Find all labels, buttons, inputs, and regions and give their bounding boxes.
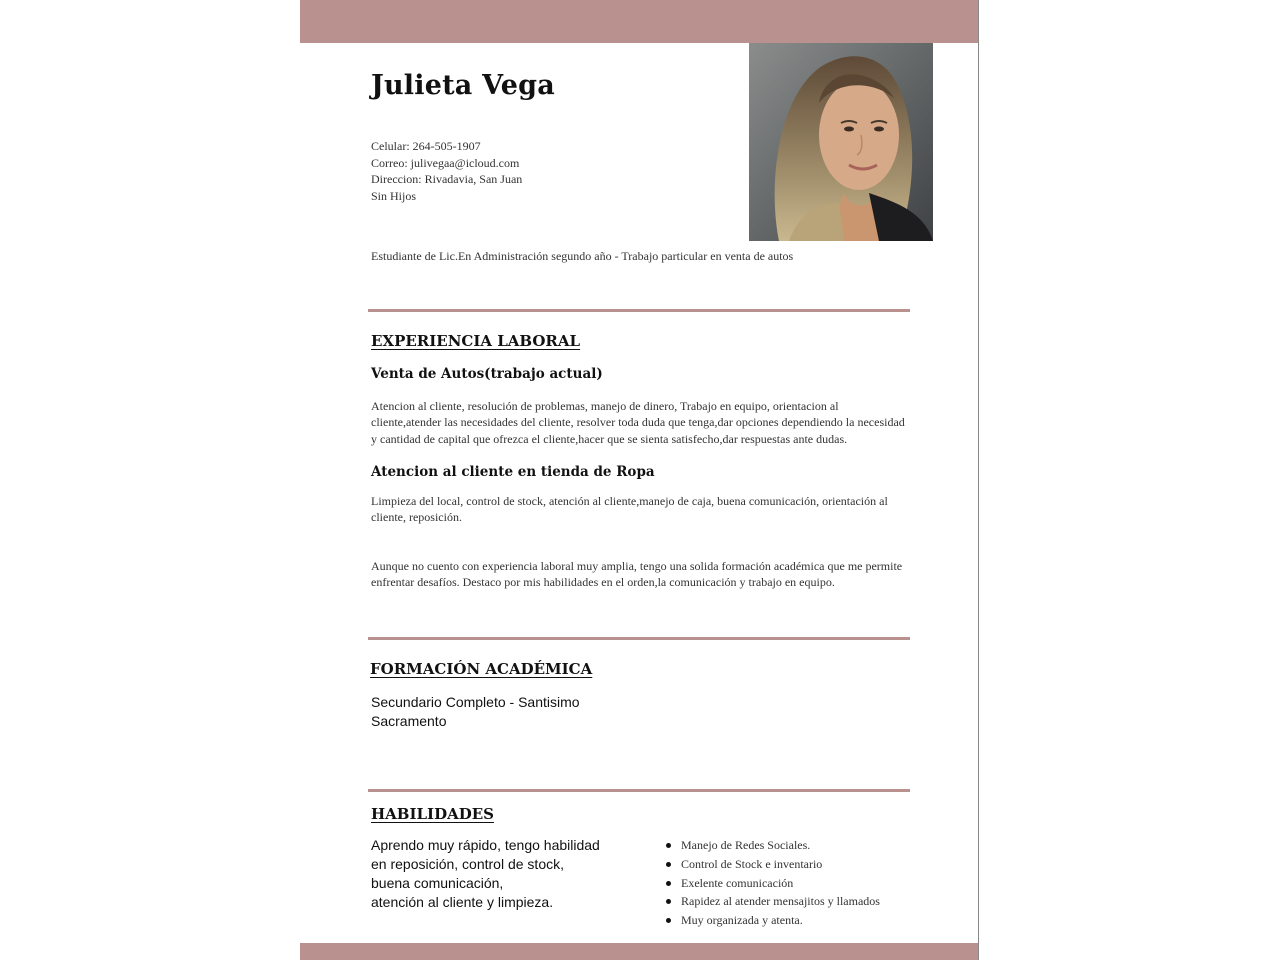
job-description: Atencion al cliente, resolución de problemas, manejo de dinero, Trabajo en equipo, orientacion al cliente,atender las necesidades del cliente, resolver toda duda que tenga,dar opciones dependiendo la necesidad y cantidad de capital que ofrezca el cliente,hacer que se sienta satisfecho,dar respuestas ante dudas. [371, 399, 905, 446]
section-divider [368, 637, 910, 640]
education-line: Secundario Completo - Santisimo [371, 694, 580, 710]
skill-label: Muy organizada y atenta. [681, 913, 803, 928]
list-item [662, 855, 880, 874]
list-item [662, 836, 880, 855]
contact-email: Correo: julivegaa@icloud.com [371, 155, 520, 170]
contact-phone: Celular: 264-505-1907 [371, 139, 481, 153]
job-title: Atencion al cliente en tienda de Ropa [371, 464, 655, 480]
skill-label: Exelente comunicación [681, 875, 794, 890]
experience-heading: EXPERIENCIA LABORAL [371, 332, 581, 350]
skills-heading: HABILIDADES [371, 805, 494, 823]
skill-label: Manejo de Redes Sociales. [681, 838, 811, 852]
job-title: Venta de Autos(trabajo actual) [371, 366, 603, 382]
profile-photo [749, 43, 933, 241]
experience-note: Aunque no cuento con experiencia laboral muy amplia, tengo una solida formación académica que me permite enfrentar desafíos. Destaco por mis habilidades en el orden,la comunicación y trabajo en equipo. [371, 559, 903, 590]
contact-children: Sin Hijos [371, 188, 417, 203]
skills-text-line: buena comunicación, [371, 875, 504, 891]
section-divider [368, 789, 910, 792]
bottom-accent-band [300, 943, 978, 960]
skills-list [662, 836, 880, 930]
resume-page [300, 0, 979, 960]
list-item [662, 911, 880, 930]
skill-label: Rapidez al atender mensajitos y llamados [681, 894, 880, 909]
education-line: Sacramento [371, 713, 447, 729]
bullet-icon [666, 918, 671, 923]
skills-text-line: atención al cliente y limpieza. [371, 894, 554, 910]
skills-text-line: en reposición, control de stock, [371, 856, 564, 872]
bullet-icon [666, 843, 671, 848]
bullet-icon [666, 862, 671, 867]
list-item [662, 892, 880, 911]
bullet-icon [666, 899, 671, 904]
section-divider [368, 309, 910, 312]
skills-text-line: Aprendo muy rápido, tengo habilidad [371, 837, 600, 853]
job-description: Limpieza del local, control de stock, atención al cliente,manejo de caja, buena comunicación, orientación al cliente, reposición. [371, 494, 888, 525]
contact-info [371, 138, 522, 204]
education-heading: FORMACIÓN ACADÉMICA [370, 660, 593, 678]
top-accent-band [300, 0, 978, 43]
contact-address: Direccion: Rivadavia, San Juan [371, 172, 523, 186]
summary-text: Estudiante de Lic.En Administración segundo año - Trabajo particular en venta de autos [371, 249, 794, 263]
bullet-icon [666, 881, 671, 886]
list-item [662, 874, 880, 893]
skill-label: Control de Stock e inventario [681, 856, 823, 871]
candidate-name: Julieta Vega [371, 70, 555, 101]
